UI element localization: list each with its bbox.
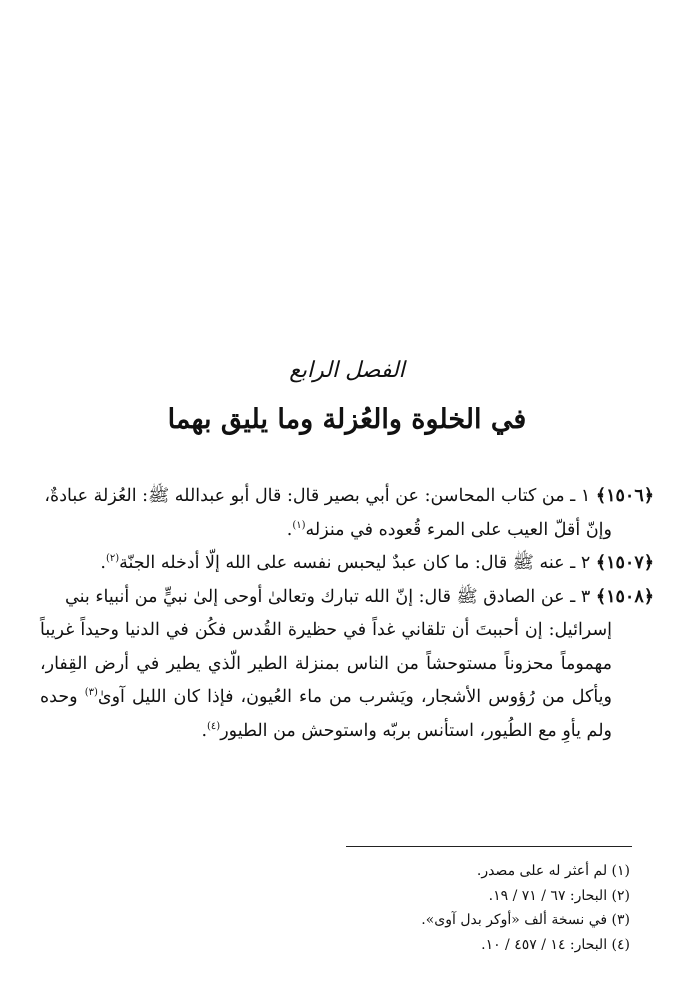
hadith-continuation: [40, 614, 654, 748]
footnote-ref[interactable]: (٢): [105, 553, 120, 565]
hadith-end: .: [201, 720, 208, 741]
hadith-text: ١ ـ من كتاب المحاسن: عن أبي بصير قال: قال أبو عبدالله ﷺ: العُزلة عبادةٌ،: [44, 486, 591, 506]
footnote-ref[interactable]: (٣): [84, 687, 98, 699]
footnote: (٣) في نسخة ألف «أوكر بدل آوى».: [421, 912, 630, 928]
hadith-list: [40, 480, 654, 748]
hadith-end: .: [286, 519, 293, 540]
hadith-number: ﴿١٥٠٧﴾: [595, 553, 654, 573]
hadith-text: ٣ ـ عن الصادق ﷺ قال: إنّ الله تبارك وتعالىٰ أوحى إلىٰ نبيٍّ من أنبياء بني: [65, 586, 591, 607]
hadith-number: ﴿١٥٠٨﴾: [595, 586, 654, 607]
hadith-text-rest: وإنّ أقلّ العيب على المرء قُعوده في منزله: [305, 519, 612, 540]
footnote: (٤) البحار: ١٤ / ٤٥٧ / ١٠.: [481, 936, 630, 953]
hadith-entry: [40, 581, 654, 749]
hadith-text-rest: إسرائيل: إن أحببتَ أن تلقاني غداً في حظيرة القُدس فكُن في الدنيا وحيداً غريباً مهموماً محزوناً مستوحشاً من الناس بمنزلة الطير الّذي يطير في أرض القِفار، ويأكل من رُؤوس الأشجار، ويَشرب من ماء العُيون، فإذا كان الليل آوىٰ: [40, 620, 612, 707]
chapter-label: الفصل الرابع: [289, 358, 405, 383]
hadith-end: .: [100, 553, 106, 573]
hadith-entry: [40, 547, 654, 581]
footnote-divider: [346, 846, 632, 847]
footnote: (١) لم أعثر له على مصدر.: [476, 863, 630, 879]
hadith-text: ٢ ـ عنه ﷺ قال: ما كان عبدٌ ليحبس نفسه على الله إلّا أدخله الجنّة: [119, 553, 591, 573]
chapter-title: في الخلوة والعُزلة وما يليق بهما: [167, 404, 527, 435]
hadith-continuation: [40, 514, 654, 548]
footnote-ref[interactable]: (٤): [207, 720, 221, 732]
hadith-number: ﴿١٥٠٦﴾: [595, 486, 654, 506]
hadith-text-rest: وحده ولم يأوِ مع الطُيور، استأنس بربّه واستوحش من الطيور: [40, 687, 612, 741]
footnote-ref[interactable]: (١): [292, 519, 306, 531]
footnote: (٢) البحار: ٦٧ / ٧١ / ١٩.: [488, 887, 630, 904]
hadith-entry: [40, 480, 654, 547]
footnotes: [70, 859, 630, 957]
